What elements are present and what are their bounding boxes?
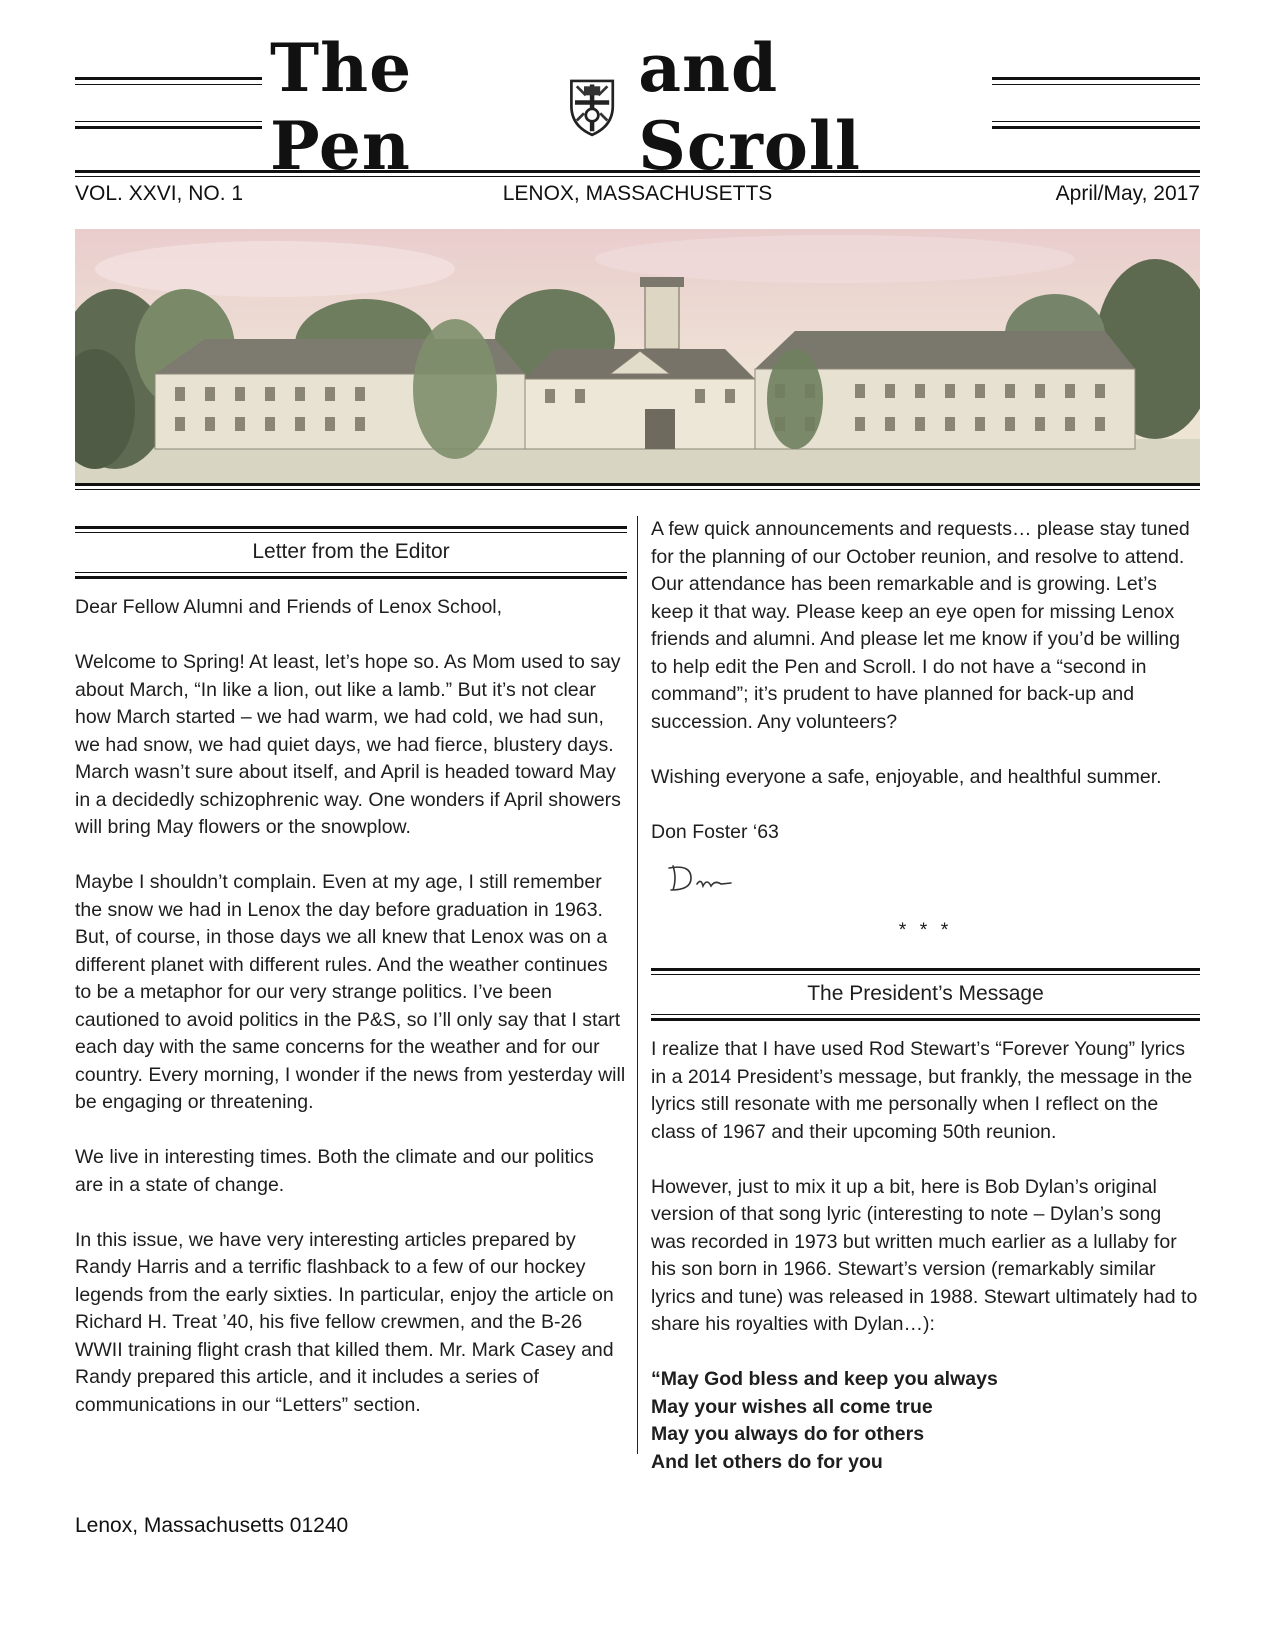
column-divider (637, 516, 638, 1454)
masthead (0, 28, 1275, 185)
section-heading-editor (75, 516, 627, 576)
illustration-rule-thin (75, 489, 1200, 490)
lyrics-block (651, 1366, 1200, 1476)
issue-date: April/May, 2017 (1055, 182, 1200, 205)
volume-number: VOL. XXVI, NO. 1 (75, 182, 244, 205)
letter-signoff: Don Foster ‘63 (651, 820, 779, 843)
title-right: and Scroll (638, 28, 862, 185)
letter-paragraph: Maybe I shouldn’t complain. Even at my age, I still remember the snow we had in Lenox the day before graduation in 1963. But, of course, in those days we all knew that Lenox was on a different planet with different rules. And the weather continues to be a metaphor for our very strange politics. I’ve been cautioned to avoid politics in the P&S, so I’ll only say that I start each day with the same concerns for the weather and for our country. Every morning, I wonder if the news from yesterday will be engaging or threatening. (75, 871, 626, 1113)
president-paragraph: However, just to mix it up a bit, here is Bob Dylan’s original version of that song lyric (interesting to note – Dylan’s song was recorded in 1973 but written much earlier as a lullaby for his son born in 1966. Stewart’s version (remarkably similar lyrics and tune) was released in 1988. Stewart ultimately had to share his royalties with Dylan…): (651, 1175, 1198, 1335)
lyric-line: May you always do for others (651, 1423, 925, 1445)
issue-rule-thin (75, 176, 1200, 177)
editor-letter-heading: Letter from the Editor (252, 540, 450, 563)
president-paragraph: I realize that I have used Rod Stewart’s “Forever Young” lyrics in a 2014 President’s message, but frankly, the message in the lyrics still resonate with me personally when I reflect on the class of 1967 and their upcoming 50th reunion. (651, 1038, 1193, 1143)
lyric-line: “May God bless and keep you always (651, 1368, 998, 1390)
handwritten-signature (651, 856, 771, 902)
letter-paragraph: Welcome to Spring! At least, let’s hope so. As Mom used to say about March, “In like a lion, out like a lamb.” But it’s not clear how March started – we had warm, we had cold, we had sun, we had snow, we had quiet days, we had fierce, blustery days. March wasn’t sure about itself, and April is headed toward May in a decidedly schizophrenic way. One wonders if April showers will bring May flowers or the snowplow. (75, 651, 621, 838)
title-left: The Pen (270, 28, 413, 185)
newspaper-title (270, 28, 986, 185)
right-column (651, 516, 1200, 1476)
letter-paragraph: In this issue, we have very interesting articles prepared by Randy Harris and a terrific flashback to a few of our hockey legends from the early sixties. In particular, enjoy the article on Richard H. Treat ’40, his five fellow crewmen, and the B-26 WWII training flight crash that killed them. Mr. Mark Casey and Randy prepared this article, and it includes a series of communications in our “Letters” section. (75, 1228, 614, 1416)
letter-salutation: Dear Fellow Alumni and Friends of Lenox School, (75, 596, 503, 618)
section-heading-president (651, 958, 1200, 1018)
section-separator: * * * (898, 918, 953, 941)
president-message-heading: The President’s Message (807, 982, 1044, 1005)
letter-paragraph: We live in interesting times. Both the climate and our politics are in a state of change. (75, 1146, 594, 1196)
crest-icon (566, 72, 618, 142)
masthead-rules-left (75, 77, 262, 129)
footer-address: Lenox, Massachusetts 01240 (75, 1514, 349, 1537)
letter-closing: Wishing everyone a safe, enjoyable, and healthful summer. (651, 765, 1162, 788)
editor-letter-column (75, 516, 627, 1447)
issue-location: LENOX, MASSACHUSETTS (502, 182, 773, 205)
school-illustration (75, 229, 1200, 483)
issue-rule (75, 170, 1200, 173)
lyric-line: May your wishes all come true (651, 1395, 933, 1418)
letter-continued-paragraph: A few quick announcements and requests… please stay tuned for the planning of our October reunion, and resolve to attend. Our attendance has been remarkable and is growing. Let’s keep it that way. Please keep an eye open for missing Lenox friends and alumni. And please let me know if you’d be willing to help edit the Pen and Scroll. I do not have a “second in command”; it’s prudent to have planned for back-up and succession. Any volunteers? (651, 518, 1190, 733)
illustration-rule (75, 483, 1200, 486)
issue-line (75, 182, 1200, 212)
lyric-line: And let others do for you (651, 1450, 883, 1473)
masthead-rules-right (992, 77, 1200, 129)
